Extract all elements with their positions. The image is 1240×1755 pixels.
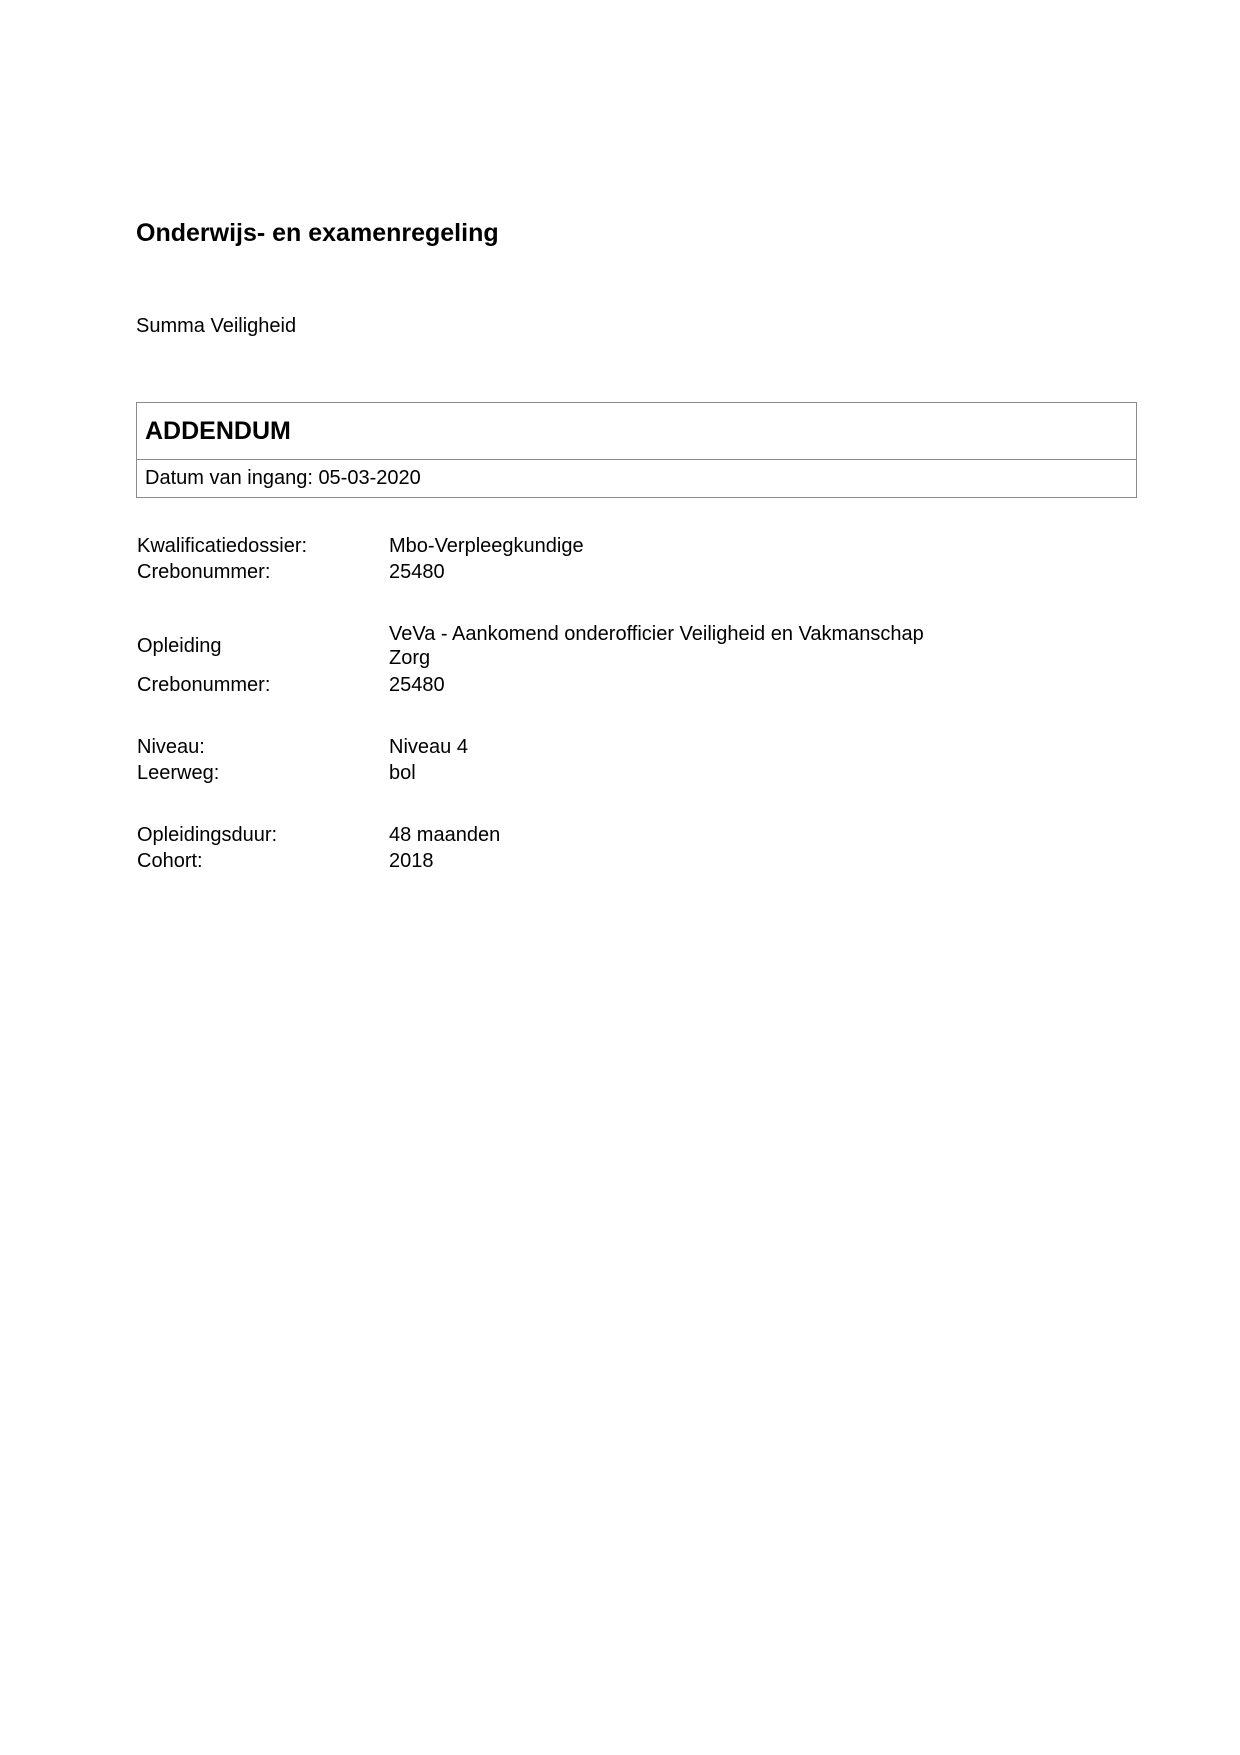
crebonummer-dossier-row [137,559,1037,585]
cohort-row [137,848,1037,874]
opleidingsduur-value: 48 maanden [389,824,501,846]
opleidingsduur-row [137,822,1037,848]
effective-date: Datum van ingang: 05-03-2020 [145,467,421,489]
addendum-heading: ADDENDUM [137,403,1136,460]
opleiding-value: VeVa - Aankomend onderofficier Veiligheid en Vakmanschap Zorg [389,623,924,669]
niveau-value: Niveau 4 [389,736,468,758]
program-group [137,622,1037,698]
leerweg-value: bol [389,762,416,784]
organization-name: Summa Veiligheid [136,315,297,337]
leerweg-label: Leerweg: [137,762,220,784]
crebonummer-opleiding-value: 25480 [389,674,445,696]
kwalificatiedossier-value: Mbo-Verpleegkundige [389,535,584,557]
niveau-label: Niveau: [137,736,205,758]
crebonummer-opleiding-label: Crebonummer: [137,674,271,696]
leerweg-row [137,760,1037,786]
duration-group [137,822,1037,874]
crebonummer-dossier-value: 25480 [389,561,445,583]
niveau-row [137,734,1037,760]
opleiding-row [137,622,1037,670]
document-title: Onderwijs- en examenregeling [136,219,499,247]
crebonummer-dossier-label: Crebonummer: [137,561,271,583]
kwalificatiedossier-row [137,533,1037,559]
opleidingsduur-label: Opleidingsduur: [137,824,278,846]
cohort-value: 2018 [389,850,434,872]
opleiding-label: Opleiding [137,635,222,657]
level-group [137,734,1037,786]
crebonummer-opleiding-row [137,672,1037,698]
qualification-group [137,533,1037,585]
addendum-table [136,402,1137,498]
cohort-label: Cohort: [137,850,203,872]
kwalificatiedossier-label: Kwalificatiedossier: [137,535,308,557]
